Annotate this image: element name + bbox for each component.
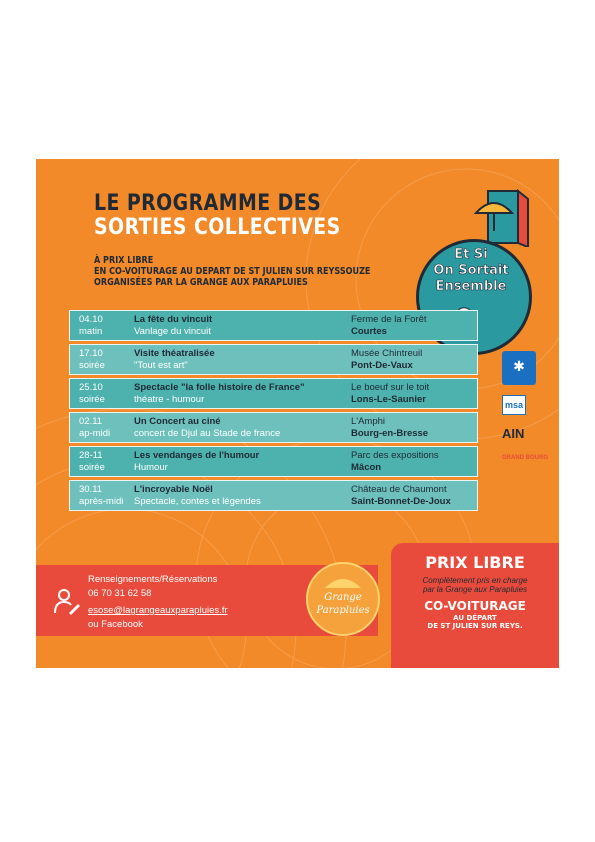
title-line-1: LE PROGRAMME DES	[94, 191, 322, 216]
event-row	[69, 412, 478, 443]
umbrella-icon	[323, 570, 363, 592]
event-date: 25.10	[79, 382, 103, 393]
event-date: 28-11	[79, 450, 103, 461]
grange-logo-line-1: Grange	[324, 592, 362, 603]
event-time: soirée	[79, 360, 105, 371]
event-name: Un Concert au ciné	[134, 416, 221, 427]
ain-logo: AIN	[502, 426, 525, 441]
event-date: 02.11	[79, 416, 103, 427]
event-city: Mâcon	[351, 462, 382, 473]
grand-bourg-logo: GRAND BOURG	[502, 455, 548, 461]
subtitle-price: À PRIX LIBRE	[94, 255, 154, 266]
event-date: 30.11	[79, 484, 103, 495]
poster	[36, 159, 559, 668]
contact-phone[interactable]: 06 70 31 62 58	[88, 588, 152, 599]
event-place: Parc des expositions	[351, 450, 439, 461]
event-row	[69, 378, 478, 409]
event-time: après-midi	[79, 496, 124, 507]
event-detail: concert de Djul au Stade de france	[134, 428, 281, 439]
grange-logo	[306, 562, 380, 636]
caf-logo-icon	[502, 351, 536, 385]
prix-note-line-2: par la Grange aux Parapluies	[422, 585, 528, 594]
badge-line-3: Ensemble	[435, 279, 507, 294]
event-row	[69, 310, 478, 341]
msa-logo: msa	[502, 395, 526, 415]
event-row	[69, 480, 478, 511]
event-detail: théatre - humour	[134, 394, 205, 405]
event-place: Ferme de la Forêt	[351, 314, 427, 325]
prix-note-line-1: Complètement pris en charge	[422, 576, 528, 585]
event-date: 04.10	[79, 314, 103, 325]
event-place: Musée Chintreuil	[351, 348, 423, 359]
departure-line-2: DE ST JULIEN SUR REYS.	[427, 622, 523, 630]
user-edit-icon	[52, 587, 80, 615]
event-row	[69, 446, 478, 477]
event-time: soirée	[79, 394, 105, 405]
prix-libre-panel	[391, 543, 559, 668]
event-detail: Humour	[134, 462, 168, 473]
event-city: Bourg-en-Bresse	[351, 428, 429, 439]
svg-text:✱: ✱	[513, 359, 525, 375]
event-detail: Vanlage du vincuit	[134, 326, 211, 337]
subtitle-carpool: EN CO-VOITURAGE AU DEPART DE ST JULIEN SUR REYSSOUZE	[94, 266, 371, 277]
event-place: L'Amphi	[351, 416, 386, 427]
event-place: Château de Chaumont	[351, 484, 447, 495]
event-date: 17.10	[79, 348, 103, 359]
event-city: Pont-De-Vaux	[351, 360, 413, 371]
event-detail: Spectacle, contes et légendes	[134, 496, 261, 507]
event-time: soirée	[79, 462, 105, 473]
event-city: Courtes	[351, 326, 387, 337]
events-list	[69, 310, 478, 516]
covoiturage-title: CO-VOITURAGE	[424, 599, 526, 613]
prix-libre-title: PRIX LIBRE	[425, 553, 525, 572]
event-name: Visite théatralisée	[134, 348, 215, 359]
departure-line-1: AU DÉPART	[453, 614, 497, 622]
event-detail: "Tout est art"	[134, 360, 188, 371]
badge-et-si	[416, 187, 546, 317]
event-city: Lons-Le-Saunier	[351, 394, 426, 405]
badge-line-1: Et Si	[454, 247, 488, 262]
contact-email[interactable]: esose@lagrangeauxparapluies.fr	[88, 605, 228, 616]
event-name: L'incroyable Noël	[134, 484, 213, 495]
badge-line-2: On Sortait	[433, 263, 509, 278]
event-name: Spectacle "la folle histoire de France"	[134, 382, 305, 393]
event-city: Saint-Bonnet-De-Joux	[351, 496, 451, 507]
event-place: Le boeuf sur le toit	[351, 382, 430, 393]
event-name: La fête du vincuit	[134, 314, 213, 325]
contact-facebook[interactable]: ou Facebook	[88, 619, 143, 630]
title-line-2: SORTIES COLLECTIVES	[94, 215, 341, 240]
contact-label: Renseignements/Réservations	[88, 574, 218, 585]
door-umbrella-icon	[472, 187, 532, 247]
event-name: Les vendanges de l'humour	[134, 450, 260, 461]
event-time: matin	[79, 326, 103, 337]
event-time: ap-midi	[79, 428, 111, 439]
event-row	[69, 344, 478, 375]
grange-logo-line-2: Parapluies	[316, 605, 370, 616]
subtitle-organizer: ORGANISÉES PAR LA GRANGE AUX PARAPLUIES	[94, 277, 308, 288]
